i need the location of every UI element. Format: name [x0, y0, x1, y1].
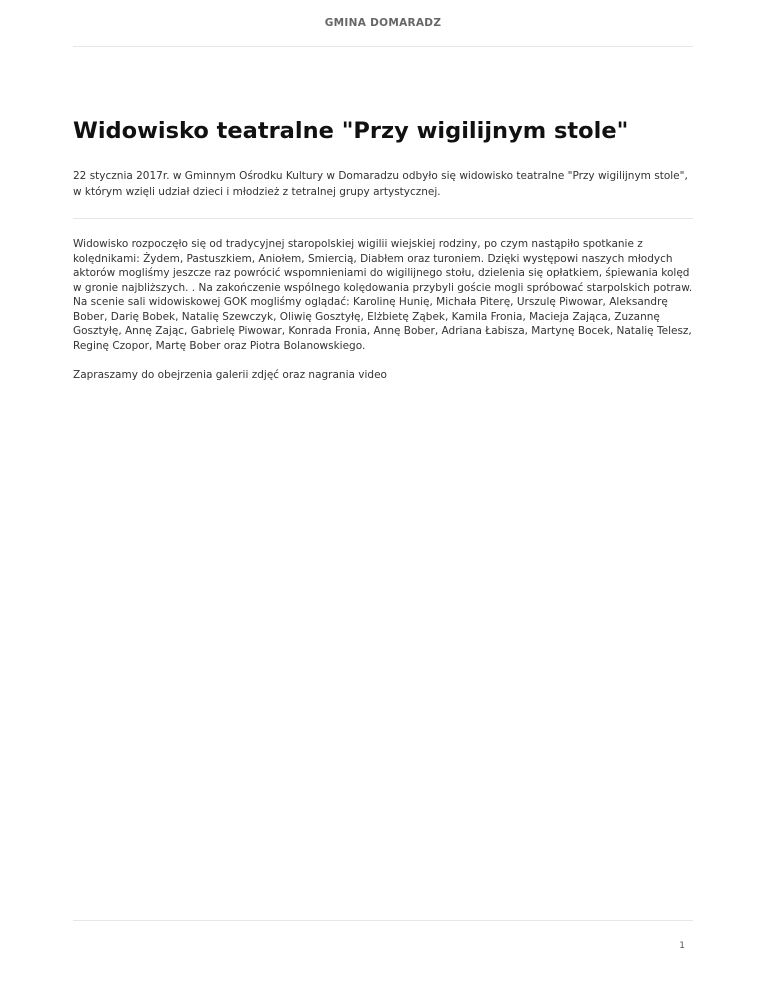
article-title: Widowisko teatralne "Przy wigilijnym stole"	[73, 118, 629, 144]
article	[73, 116, 693, 383]
site-name: GMINA DOMARADZ	[324, 17, 442, 29]
page-header	[73, 0, 693, 47]
article-lead: 22 stycznia 2017r. w Gminnym Ośrodku Kultury w Domaradzu odbyło się widowisko teatralne "Przy wigilijnym stole", w którym wzięli udział dzieci i młodzież z tetralnej grupy artystycznej.	[73, 168, 693, 219]
gallery-invite: Zapraszamy do obejrzenia galerii zdjęć oraz nagrania video	[73, 369, 387, 381]
page-number: 1	[679, 941, 685, 951]
article-body: Widowisko rozpoczęło się od tradycyjnej staropolskiej wigilii wiejskiej rodziny, po czym nastąpiło spotkanie z kolędnikami: Żydem, Pastuszkiem, Aniołem, Smiercią, Diabłem oraz turoniem. Dzięki występowi naszych młodych aktorów mogliśmy jeszcze raz powrócić wspomnieniami do wigilijnego stołu, dzielenia się opłatkiem, śpiewania kolęd w gronie najbliższych. . Na zakończenie wspólnego kolędowania przybyli goście mogli spróbować starpolskich potraw. Na scenie sali widowiskowej GOK mogliśmy oglądać: Karolinę Hunię, Michała Piterę, Urszulę Piwowar, Aleksandrę Bober, Darię Bobek, Natalię Szewczyk, Oliwię Gosztyłę, Elżbietę Ząbek, Kamila Fronia, Macieja Zająca, Zuzannę Gosztyłę, Annę Zając, Gabrielę Piwowar, Konrada Fronia, Annę Bober, Adriana Łabisza, Martynę Bocek, Natalię Telesz, Reginę Czopor, Martę Bober oraz Piotra Bolanowskiego.	[73, 238, 693, 352]
page-footer	[73, 920, 693, 951]
